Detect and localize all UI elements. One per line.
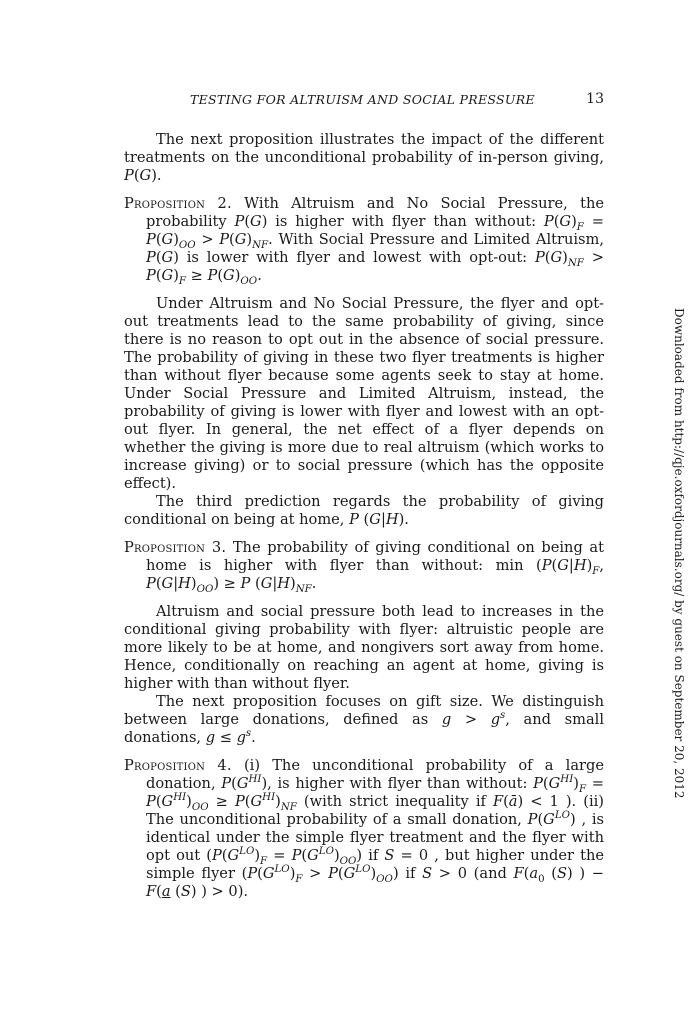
paragraph-third-prediction: The third prediction regards the probability of giving conditional on being at home, P (G|H). <box>124 493 604 528</box>
proposition-4-label: Proposition 4. <box>124 757 232 774</box>
paragraph-conditional: Altruism and social pressure both lead to increases in the conditional giving probability with flyer: altruistic people are more likely to be at home, and nongivers sort away from home. Hence, conditionally on reaching an agent at home, giving is higher with than without flyer. <box>124 603 604 692</box>
paragraph-gift-size: The next proposition focuses on gift size. We distinguish between large donations, defined as $g > g^s$, and small donations, $g \le g^s$. <box>124 693 604 746</box>
running-title: TESTING FOR ALTRUISM AND SOCIAL PRESSURE <box>190 92 535 107</box>
proposition-2: Proposition 2. With Altruism and No Social Pressure, the probability P(G) is higher with flyer than without: $P(G)_F = P(G)_{OO} > P(G)_{NF}$. With Social Pressure and Limited Altruism, P(G) is lower with flyer and lowest with opt-out: $P(G)_{NF} > P(G)_F \ge P(G)_{OO}$. <box>124 195 604 287</box>
proposition-4: Proposition 4. (i) The unconditional probability of a large donation, $P(G^{HI})$, is higher with flyer than without: $P(G^{HI})_F = P(G^{HI})_{OO} \ge P(G^{HI})_{NF}$ (with strict inequality if F(ā) < 1 ). (ii) The unconditional probability of a small donation, $P(G^{LO})$ , is identical under the simple flyer treatment and the flyer with opt out $(P(G^{LO})_F = P(G^{LO})_{OO})$ if S = 0 , but higher under the simple flyer $(P(G^{LO})_F > P(G^{LO})_{OO})$ if S > 0 (and $F(a_0$ (S) ) − F(a (S) ) > 0). <box>124 757 604 900</box>
page-number: 13 <box>586 91 604 107</box>
paragraph-intro: The next proposition illustrates the impact of the different treatments on the unconditional probability of in-person giving, P(G). <box>124 131 604 184</box>
proposition-3-label: Proposition 3. <box>124 539 227 556</box>
proposition-3: Proposition 3. The probability of giving conditional on being at home is higher with flyer than without: $\min (P(G|H)_F$, $P(G|H)_{OO}) \ge P$ $(G|H)_{NF}$. <box>124 539 604 595</box>
proposition-2-label: Proposition 2. <box>124 195 232 212</box>
download-watermark <box>672 308 691 799</box>
body-text <box>124 131 604 911</box>
download-watermark-text: Downloaded from http://qje.oxfordjournals.org/ by guest on September 20, 2012 <box>672 308 686 799</box>
paragraph-altruism: Under Altruism and No Social Pressure, the flyer and opt-out treatments lead to the same probability of giving, since there is no reason to opt out in the absence of social pressure. The probability of giving in these two flyer treatments is higher than without flyer because some agents seek to stay at home. Under Social Pressure and Limited Altruism, instead, the probability of giving is lower with flyer and lowest with an opt-out flyer. In general, the net effect of a flyer depends on whether the giving is more due to real altruism (which works to increase giving) or to social pressure (which has the opposite effect). <box>124 295 604 492</box>
page-header <box>124 92 604 112</box>
